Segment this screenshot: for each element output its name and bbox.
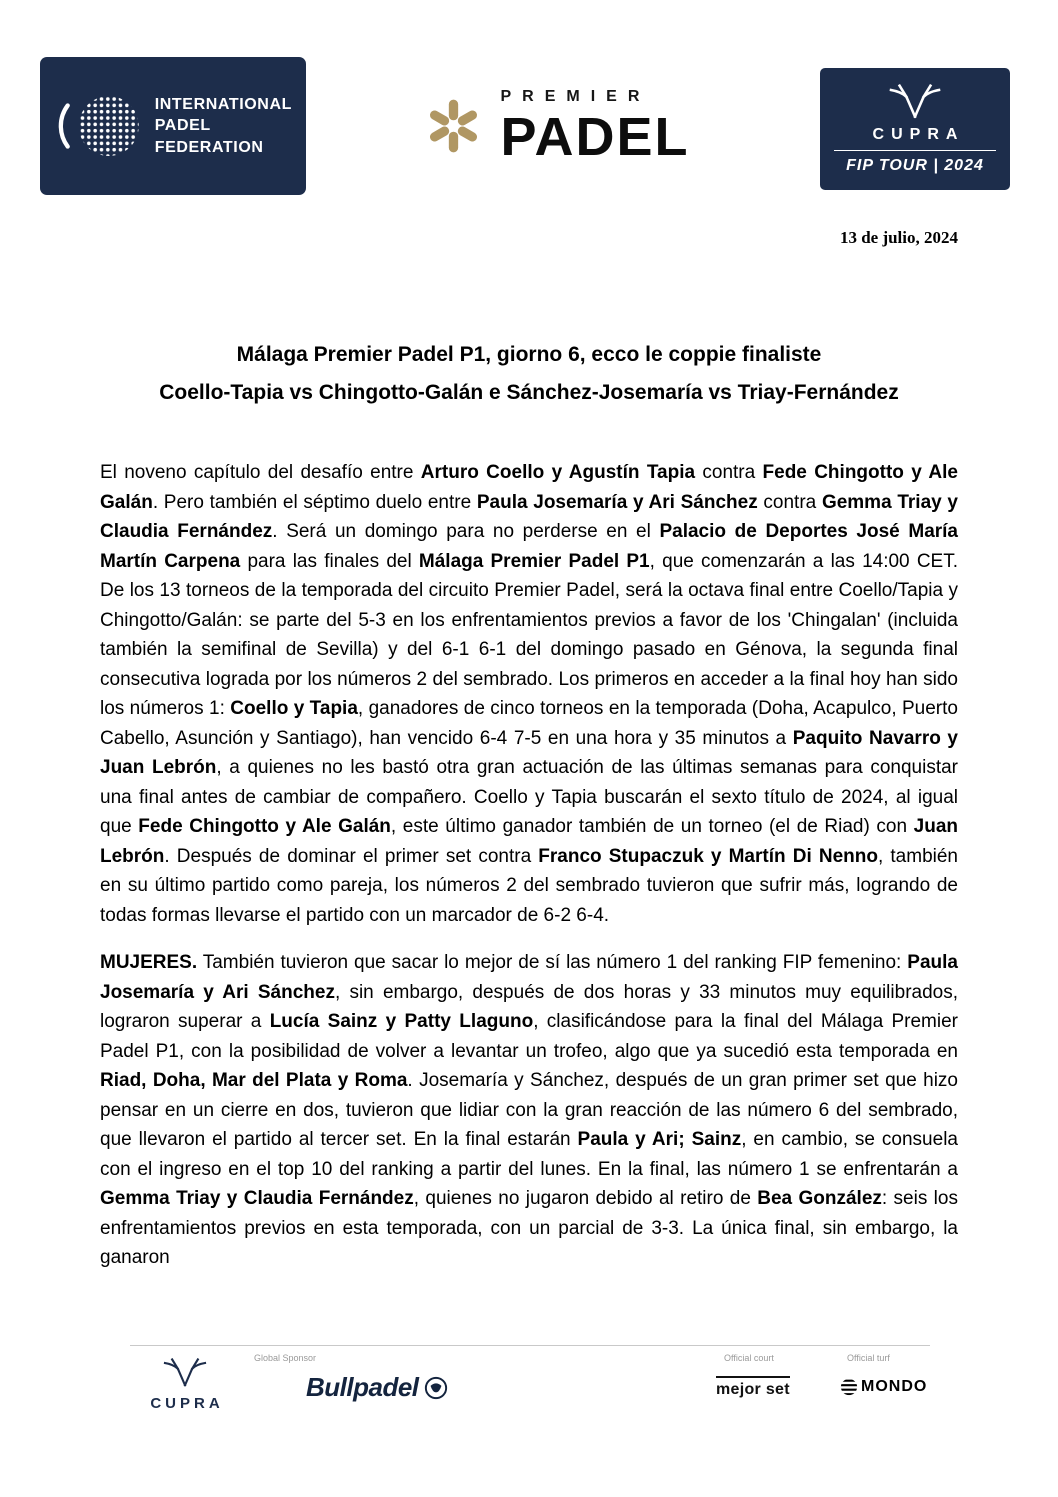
footer-mondo-logo xyxy=(840,1378,927,1396)
premier-wordmark: PREMIER xyxy=(500,88,651,105)
official-turf-label: Official turf xyxy=(847,1353,890,1363)
fip-wordmark-line-3: FEDERATION xyxy=(154,138,264,156)
mondo-wordmark: MONDO xyxy=(861,1378,928,1395)
premier-padel-logo xyxy=(424,88,690,167)
international-padel-federation-logo xyxy=(40,57,306,195)
cupra-emblem-icon xyxy=(162,1358,208,1388)
padel-wordmark: PADEL xyxy=(500,107,690,167)
title-line-2: Coello-Tapia vs Chingotto-Galán e Sánchez-Josemaría vs Triay-Fernández xyxy=(159,381,899,404)
premier-padel-asterisk-icon xyxy=(424,97,482,155)
footer-divider xyxy=(130,1345,930,1346)
document-date: 13 de julio, 2024 xyxy=(839,228,958,247)
document-body xyxy=(100,458,958,1273)
fip-dotted-ball-icon xyxy=(54,76,145,176)
fip-tour-2024-label: FIP TOUR | 2024 xyxy=(846,156,984,174)
cupra-divider xyxy=(834,150,996,151)
title-line-1: Málaga Premier Padel P1, giorno 6, ecco le coppie finaliste xyxy=(236,343,822,366)
official-court-label: Official court xyxy=(724,1353,774,1363)
premier-padel-wordmark xyxy=(500,88,690,167)
cupra-wordmark: CUPRA xyxy=(150,1395,224,1412)
fip-wordmark xyxy=(155,94,292,159)
bullpadel-wordmark: Bullpadel xyxy=(306,1372,419,1402)
footer-mejor-set-logo: mejor set xyxy=(716,1376,790,1399)
footer-bullpadel-logo xyxy=(306,1372,448,1403)
cupra-fip-tour-logo xyxy=(820,68,1010,190)
paragraph-men: El noveno capítulo del desafío entre Arturo Coello y Agustín Tapia contra Fede Chingotto y Ale Galán. Pero también el séptimo duelo entre Paula Josemaría y Ari Sánchez contra Gemma Triay y Claudia Fernández. Será un domingo para no perderse en el Palacio de Deportes José María Martín Carpena para las finales del Málaga Premier Padel P1, que comenzarán a las 14:00 CET. De los 13 torneos de la temporada del circuito Premier Padel, será la octava final entre Coello/Tapia y Chingotto/Galán: se parte del 5-3 en los enfrentamientos previos a favor de los 'Chingalan' (incluida también la semifinal de Sevilla) y del 6-1 6-1 del domingo pasado en Génova, la segunda final consecutiva lograda por los números 2 del sembrado. Los primeros en acceder a la final hoy han sido los números 1: Coello y Tapia, ganadores de cinco torneos en la temporada (Doha, Acapulco, Puerto Cabello, Asunción y Santiago), han vencido 6-4 7-5 en una hora y 35 minutos a Paquito Navarro y Juan Lebrón, a quienes no les bastó otra gran actuación de las últimas semanas para conquistar una final antes de cambiar de compañero. Coello y Tapia buscarán el sexto título de 2024, al igual que Fede Chingotto y Ale Galán, este último ganador también de un torneo (el de Riad) con Juan Lebrón. Después de dominar el primer set contra Franco Stupaczuk y Martín Di Nenno, también en su último partido como pareja, los números 2 del sembrado tuvieron que sufrir más, logrando de todas formas llevarse el partido con un marcador de 6-2 6-4. xyxy=(100,462,959,926)
global-sponsor-label: Global Sponsor xyxy=(253,1353,317,1363)
fip-wordmark-line-2: PADEL xyxy=(154,117,211,135)
mondo-globe-icon xyxy=(840,1378,858,1396)
cupra-wordmark: CUPRA xyxy=(872,125,965,143)
cupra-emblem-icon xyxy=(888,84,942,120)
bullpadel-emblem-icon xyxy=(424,1376,448,1400)
footer-cupra-logo xyxy=(138,1358,232,1412)
document-title xyxy=(40,336,1018,412)
fip-wordmark-line-1: INTERNATIONAL xyxy=(154,95,292,113)
paragraph-women: MUJERES. También tuvieron que sacar lo mejor de sí las número 1 del ranking FIP femenino: Paula Josemaría y Ari Sánchez, sin embargo, después de dos horas y 33 minutos muy equilibrados, lograron superar a Lucía Sainz y Patty Llaguno, clasificándose para la final del Málaga Premier Padel P1, con la posibilidad de volver a levantar un trofeo, algo que ya sucedió esta temporada en Riad, Doha, Mar del Plata y Roma. Josemaría y Sánchez, después de un gran primer set que hizo pensar en un cierre en dos, tuvieron que lidiar con la gran reacción de las número 6 del sembrado, que llevaron el partido al tercer set. En la final estarán Paula y Ari; Sainz, en cambio, se consuela con el ingreso en el top 10 del ranking a partir del lunes. En la final, las número 1 se enfrentarán a Gemma Triay y Claudia Fernández, quienes no jugaron debido al retiro de Bea González: seis los enfrentamientos previos en esta temporada, con un parcial de 3-3. La única final, sin embargo, la ganaron xyxy=(100,952,958,1268)
